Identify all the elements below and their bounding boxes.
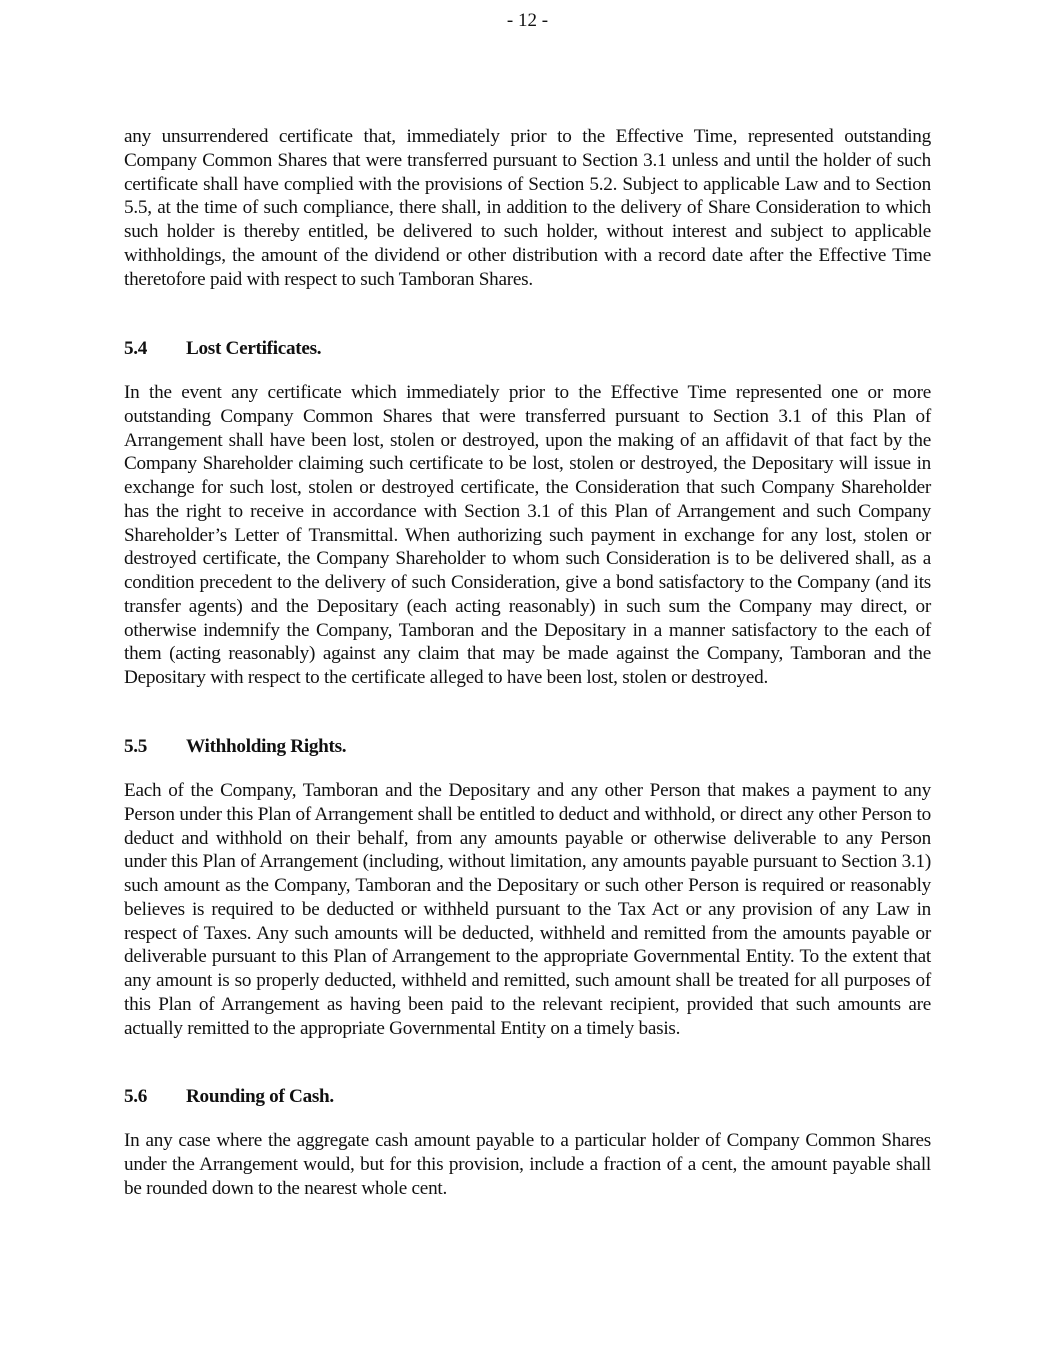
section-number: 5.5 <box>124 736 148 757</box>
section-heading-5-5 <box>124 735 931 759</box>
section-body-5-5: Each of the Company, Tamboran and the Depositary and any other Person that makes a payment to any Person under this Plan of Arrangement shall be entitled to deduct and withhold, or direct any other Person to deduct and withhold on their behalf, from any amounts payable or otherwise deliverable to any Person under this Plan of Arrangement (including, without limitation, any amounts payable pursuant to Section 3.1) such amount as the Company, Tamboran and the Depositary or such other Person is required or reasonably believes is required to be deducted or withheld pursuant to the Tax Act or any provision of any Law in respect of Taxes. Any such amounts will be deducted, withheld and remitted from the amounts payable or deliverable pursuant to this Plan of Arrangement to the appropriate Governmental Entity. To the extent that any amount is so properly deducted, withheld and remitted, such amount shall be treated for all purposes of this Plan of Arrangement as having been paid to the relevant recipient, provided that such amounts are actually remitted to the appropriate Governmental Entity on a timely basis. <box>124 780 931 1039</box>
section-body-5-4: In the event any certificate which immediately prior to the Effective Time represented one or more outstanding Company Common Shares that were transferred pursuant to Section 3.1 of this Plan of Arrangement shall have been lost, stolen or destroyed, upon the making of an affidavit of that fact by the Company Shareholder claiming such certificate to be lost, stolen or destroyed, the Depositary will issue in exchange for such lost, stolen or destroyed certificate, the Consideration that such Company Shareholder has the right to receive in accordance with Section 3.1 of this Plan of Arrangement and such Company Shareholder’s Letter of Transmittal. When authorizing such payment in exchange for any lost, stolen or destroyed certificate, the Company Shareholder to whom such Consideration is to be delivered shall, as a condition precedent to the delivery of such Consideration, give a bond satisfactory to the Company (and its transfer agents) and the Depositary (each acting reasonably) in such sum the Company may direct, or otherwise indemnify the Company, Tamboran and the Depositary in a manner satisfactory to the each of them (acting reasonably) against any claim that may be made against the Company, Tamboran and the Depositary with respect to the certificate alleged to have been lost, stolen or destroyed. <box>124 382 931 688</box>
section-title: Lost Certificates. <box>186 338 322 359</box>
section-heading-5-4 <box>124 337 931 361</box>
section-heading-5-6 <box>124 1085 931 1109</box>
section-number: 5.6 <box>124 1086 148 1107</box>
section-number: 5.4 <box>124 338 148 359</box>
section-title: Rounding of Cash. <box>186 1086 334 1107</box>
section-title: Withholding Rights. <box>186 736 347 757</box>
section-body-5-6: In any case where the aggregate cash amount payable to a particular holder of Company Common Shares under the Arrangement would, but for this provision, include a fraction of a cent, the amount payable shall be rounded down to the nearest whole cent. <box>124 1130 931 1199</box>
page-number: - 12 - <box>506 10 549 31</box>
intro-paragraph: any unsurrendered certificate that, immediately prior to the Effective Time, represented outstanding Company Common Shares that were transferred pursuant to Section 3.1 unless and until the holder of such certificate shall have complied with the provisions of Section 5.2. Subject to applicable Law and to Section 5.5, at the time of such compliance, there shall, in addition to the delivery of Share Consideration to which such holder is thereby entitled, be delivered to such holder, without interest and subject to applicable withholdings, the amount of the dividend or other distribution with a record date after the Effective Time theretofore paid with respect to such Tamboran Shares. <box>124 126 931 290</box>
